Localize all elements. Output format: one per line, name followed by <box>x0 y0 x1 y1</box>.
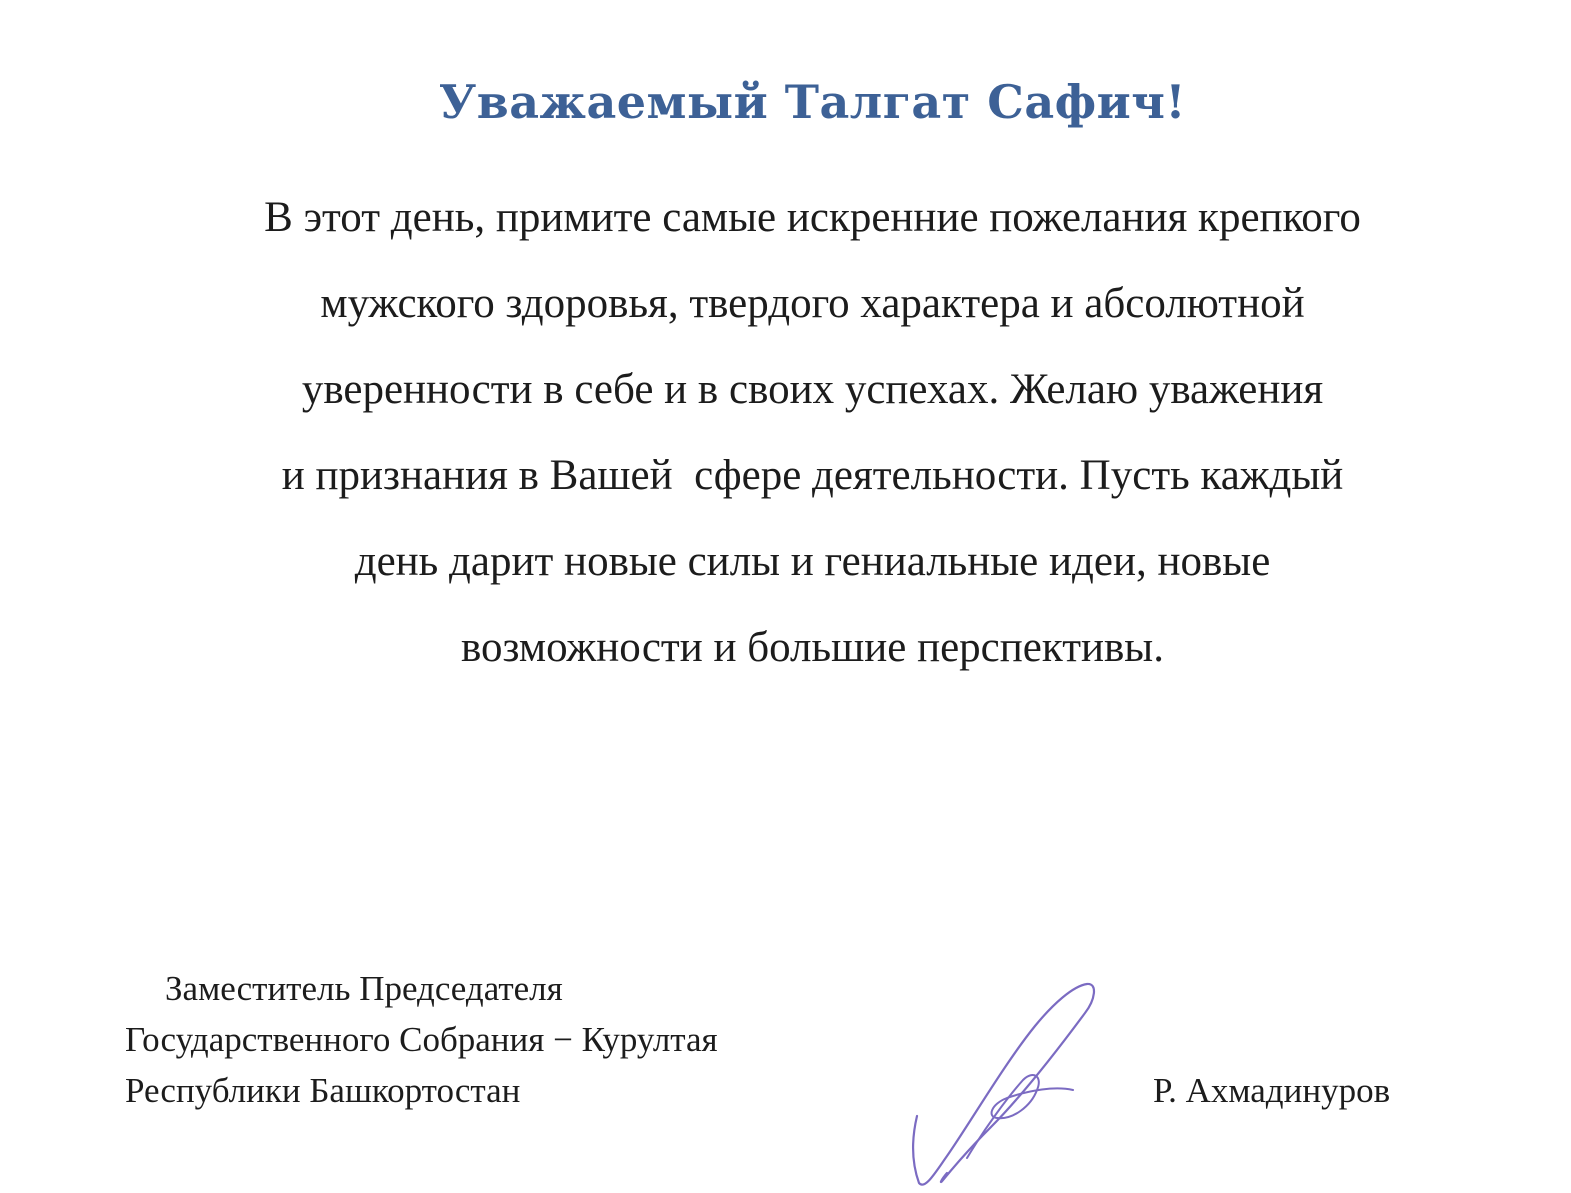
body-line: и признания в Вашей сфере деятельности. Пусть каждый <box>281 452 1344 499</box>
signer-name: Р. Ахмадинуров <box>1153 1071 1391 1110</box>
body-line: мужского здоровья, твердого характера и абсолютной <box>320 280 1305 327</box>
body-line: возможности и большие перспективы. <box>461 624 1164 671</box>
position-line: Заместитель Председателя <box>165 969 563 1008</box>
position-line: Республики Башкортостан <box>125 1071 521 1110</box>
signer-position <box>125 963 718 1116</box>
body-line: уверенности в себе и в своих успехах. Желаю уважения <box>301 366 1324 413</box>
salutation-heading: Уважаемый Талгат Сафич! <box>438 75 1187 129</box>
body-line: В этот день, примите самые искренние пожелания крепкого <box>264 194 1361 241</box>
position-line: Государственного Собрания − Курултая <box>125 1020 718 1059</box>
handwritten-signature <box>895 968 1125 1193</box>
letter-body <box>110 175 1515 691</box>
body-line: день дарит новые силы и гениальные идеи, новые <box>354 538 1271 585</box>
